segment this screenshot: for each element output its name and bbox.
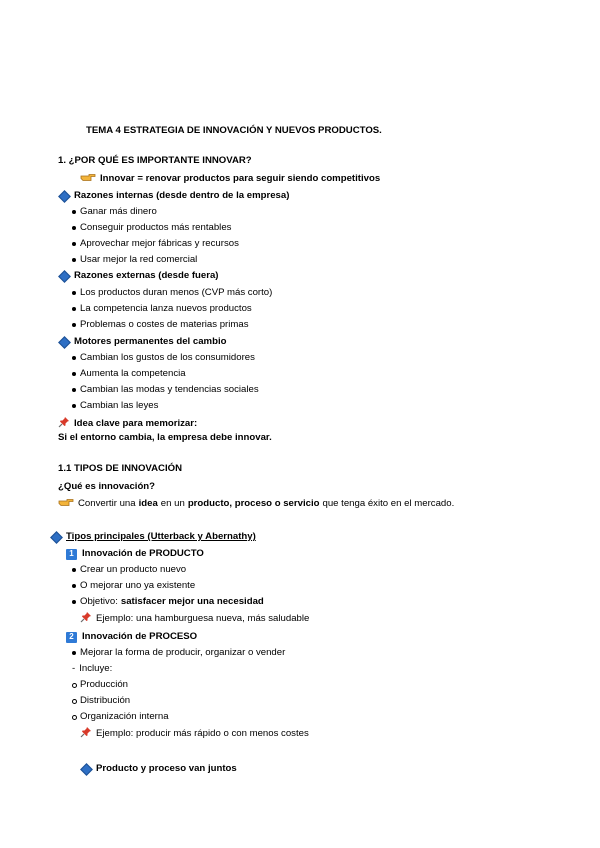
list-item xyxy=(72,206,157,218)
sub-list-item xyxy=(72,711,169,723)
process-example xyxy=(80,728,309,740)
list-item-text: Conseguir productos más rentables xyxy=(80,222,232,233)
dash-icon: - xyxy=(72,663,76,674)
bullet-icon xyxy=(72,568,76,572)
definition-part: Convertir una xyxy=(78,498,136,509)
list-item-text: Organización interna xyxy=(80,711,169,722)
blue-diamond-icon xyxy=(50,531,63,544)
section-1-heading: 1. ¿POR QUÉ ES IMPORTANTE INNOVAR? xyxy=(58,155,252,166)
internal-reasons-title: Razones internas (desde dentro de la empresa) xyxy=(74,190,290,201)
list-item-text: Mejorar la forma de producir, organizar o vender xyxy=(80,647,286,658)
list-item xyxy=(72,580,195,592)
list-item xyxy=(72,238,239,250)
pointing-hand-icon xyxy=(58,497,74,511)
drivers-heading xyxy=(58,336,226,348)
external-reasons-heading xyxy=(58,270,219,282)
list-item xyxy=(72,222,231,234)
list-item xyxy=(72,384,259,396)
bullet-icon xyxy=(72,226,76,230)
definition-part: en un xyxy=(160,498,185,509)
list-item xyxy=(72,368,186,380)
innovation-definition xyxy=(58,498,454,510)
bullet-icon xyxy=(72,404,76,408)
bullet-icon xyxy=(72,323,76,327)
bullet-icon xyxy=(72,584,76,588)
list-item xyxy=(72,352,255,364)
list-item-text: Crear un producto nuevo xyxy=(80,564,187,575)
key-idea-label-text: Idea clave para memorizar: xyxy=(74,418,198,429)
bullet-icon xyxy=(72,372,76,376)
pointing-hand-icon xyxy=(80,172,96,186)
list-item-text: Aprovechar mejor fábricas y recursos xyxy=(80,238,239,249)
drivers-title: Motores permanentes del cambio xyxy=(74,336,227,347)
external-reasons-title: Razones externas (desde fuera) xyxy=(74,270,219,281)
together-text: Producto y proceso van juntos xyxy=(96,763,237,774)
innovation-types-title: Tipos principales (Utterback y Abernathy) xyxy=(66,531,256,542)
list-item-text: Aumenta la competencia xyxy=(80,368,186,379)
objective-label: Objetivo: xyxy=(80,596,118,607)
document-title: TEMA 4 ESTRATEGIA DE INNOVACIÓN Y NUEVOS PRODUCTOS. xyxy=(86,125,382,136)
blue-diamond-icon xyxy=(58,190,71,203)
number-keycap-icon: 1 xyxy=(66,549,77,560)
ring-bullet-icon xyxy=(72,715,77,720)
list-item-text: Ganar más dinero xyxy=(80,206,157,217)
list-item xyxy=(72,303,252,315)
bullet-icon xyxy=(72,388,76,392)
blue-diamond-icon xyxy=(80,763,93,776)
pushpin-icon xyxy=(58,416,70,432)
pushpin-icon xyxy=(80,611,92,627)
list-item xyxy=(72,564,186,576)
objective-text: satisfacer mejor una necesidad xyxy=(120,596,264,607)
list-item-text: Cambian las modas y tendencias sociales xyxy=(80,384,259,395)
definition-emphasis: idea xyxy=(138,498,158,509)
list-item xyxy=(72,287,272,299)
list-item xyxy=(72,596,264,608)
product-innovation-heading xyxy=(66,548,204,560)
number-keycap-icon: 2 xyxy=(66,632,77,643)
innovation-question: ¿Qué es innovación? xyxy=(58,481,156,492)
blue-diamond-icon xyxy=(58,336,71,349)
innovation-types-heading xyxy=(50,531,256,543)
list-item-text: Cambian los gustos de los consumidores xyxy=(80,352,255,363)
list-item-text: Usar mejor la red comercial xyxy=(80,254,198,265)
list-item-text: Problemas o costes de materias primas xyxy=(80,319,249,330)
key-idea-label xyxy=(58,418,197,430)
list-item xyxy=(72,254,197,266)
definition-part: que tenga éxito en el mercado. xyxy=(322,498,455,509)
list-item xyxy=(72,400,158,412)
bullet-icon xyxy=(72,600,76,604)
list-item-text: Producción xyxy=(80,679,128,690)
list-item-text: O mejorar uno ya existente xyxy=(80,580,196,591)
internal-reasons-heading xyxy=(58,190,289,202)
together-heading xyxy=(80,763,237,775)
bullet-icon xyxy=(72,210,76,214)
list-item-text: La competencia lanza nuevos productos xyxy=(80,303,252,314)
process-innovation-title: Innovación de PROCESO xyxy=(82,631,198,642)
list-item-text: Incluye: xyxy=(79,663,113,674)
bullet-icon xyxy=(72,307,76,311)
product-example xyxy=(80,613,309,625)
bullet-icon xyxy=(72,242,76,246)
process-innovation-heading xyxy=(66,631,197,643)
product-innovation-title: Innovación de PRODUCTO xyxy=(82,548,204,559)
list-item xyxy=(72,319,249,331)
product-example-text: Ejemplo: una hamburguesa nueva, más saludable xyxy=(96,613,310,624)
list-item xyxy=(72,647,285,659)
sub-list-item xyxy=(72,695,130,707)
list-item-text: Distribución xyxy=(80,695,131,706)
ring-bullet-icon xyxy=(72,699,77,704)
key-definition-text: Innovar = renovar productos para seguir siendo competitivos xyxy=(100,173,381,184)
section-1-1-heading: 1.1 TIPOS DE INNOVACIÓN xyxy=(58,463,183,474)
list-item-text: Cambian las leyes xyxy=(80,400,159,411)
list-item-text: Los productos duran menos (CVP más corto) xyxy=(80,287,273,298)
bullet-icon xyxy=(72,291,76,295)
definition-emphasis: producto, proceso o servicio xyxy=(187,498,320,509)
blue-diamond-icon xyxy=(58,270,71,283)
pushpin-icon xyxy=(80,726,92,742)
sub-list-item xyxy=(72,679,128,691)
bullet-icon xyxy=(72,651,76,655)
bullet-icon xyxy=(72,258,76,262)
key-idea-text: Si el entorno cambia, la empresa debe innovar. xyxy=(58,432,272,443)
list-item xyxy=(72,663,112,675)
key-definition-line xyxy=(80,173,380,185)
bullet-icon xyxy=(72,356,76,360)
process-example-text: Ejemplo: producir más rápido o con menos costes xyxy=(96,728,309,739)
ring-bullet-icon xyxy=(72,683,77,688)
